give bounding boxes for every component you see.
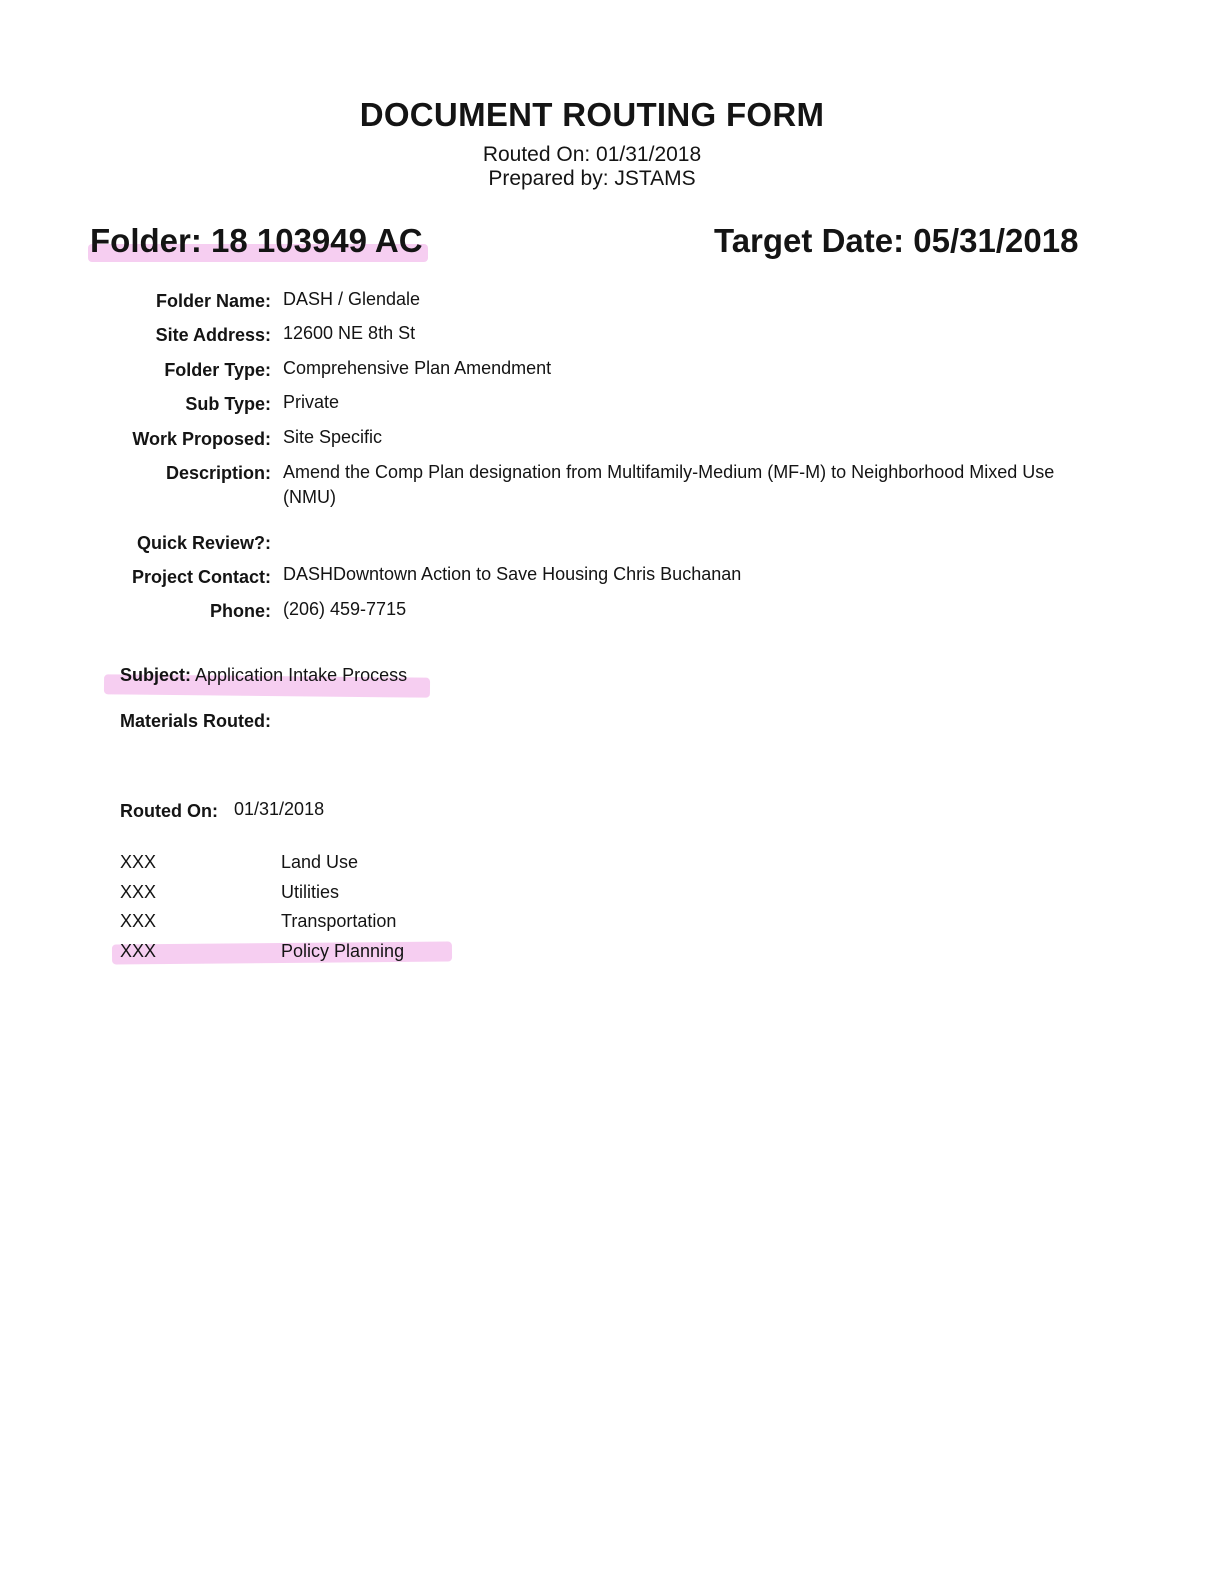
- folder-number: Folder: 18 103949 AC: [90, 222, 423, 259]
- routing-row: [0, 882, 600, 906]
- field-folder-type: [0, 360, 1224, 384]
- header-prepared-by: Prepared by: JSTAMS: [488, 167, 696, 190]
- field-quick-review: [0, 533, 1224, 557]
- routing-code: XXX: [120, 941, 157, 961]
- routing-department: Land Use: [281, 852, 359, 872]
- field-label: Phone:: [210, 601, 271, 621]
- field-value: Comprehensive Plan Amendment: [283, 358, 552, 378]
- field-work-proposed: [0, 429, 1224, 453]
- routed-on-date: 01/31/2018: [234, 799, 325, 819]
- form-title: DOCUMENT ROUTING FORM: [359, 96, 825, 133]
- field-label: Description:: [165, 463, 271, 483]
- routing-department: Transportation: [281, 911, 397, 931]
- subject-value: Application Intake Process: [195, 665, 408, 685]
- field-folder-name: [0, 291, 1224, 315]
- field-value: DASH / Glendale: [283, 289, 421, 309]
- field-phone: [0, 601, 1224, 625]
- field-project-contact: [0, 564, 1224, 591]
- field-value: Private: [283, 392, 340, 412]
- routing-code: XXX: [120, 852, 157, 872]
- target-date: Target Date: 05/31/2018: [714, 222, 1079, 259]
- field-label: Work Proposed:: [132, 429, 271, 449]
- field-label: Folder Name:: [155, 291, 271, 311]
- routing-code: XXX: [120, 882, 157, 902]
- materials-routed-label: Materials Routed:: [120, 711, 272, 731]
- field-value: Site Specific: [283, 427, 383, 447]
- field-value: (206) 459-7715: [283, 599, 407, 619]
- routed-on-label: Routed On:: [120, 801, 218, 821]
- routing-row: [0, 941, 600, 965]
- routing-row: [0, 852, 600, 876]
- field-value: DASHDowntown Action to Save Housing Chris Buchanan: [283, 564, 742, 584]
- field-description: [0, 463, 1224, 515]
- field-site-address: [0, 325, 1224, 349]
- header-routed-on: Routed On: 01/31/2018: [482, 143, 702, 166]
- field-label: Quick Review?:: [136, 533, 271, 553]
- field-label: Folder Type:: [164, 360, 271, 380]
- field-sub-type: [0, 394, 1224, 418]
- field-label: Project Contact:: [131, 567, 271, 587]
- field-label: Site Address:: [155, 325, 271, 345]
- field-value: 12600 NE 8th St: [283, 323, 416, 343]
- routing-department: Policy Planning: [281, 941, 405, 961]
- subject-label: Subject:: [120, 665, 192, 685]
- routing-row: [0, 911, 600, 935]
- routing-department: Utilities: [281, 882, 340, 902]
- routing-code: XXX: [120, 911, 157, 931]
- field-label: Sub Type:: [185, 394, 271, 414]
- field-value: Amend the Comp Plan designation from Multifamily-Medium (MF-M) to Neighborhood Mixed Use (NMU): [283, 462, 1055, 507]
- subject-line: [120, 665, 407, 686]
